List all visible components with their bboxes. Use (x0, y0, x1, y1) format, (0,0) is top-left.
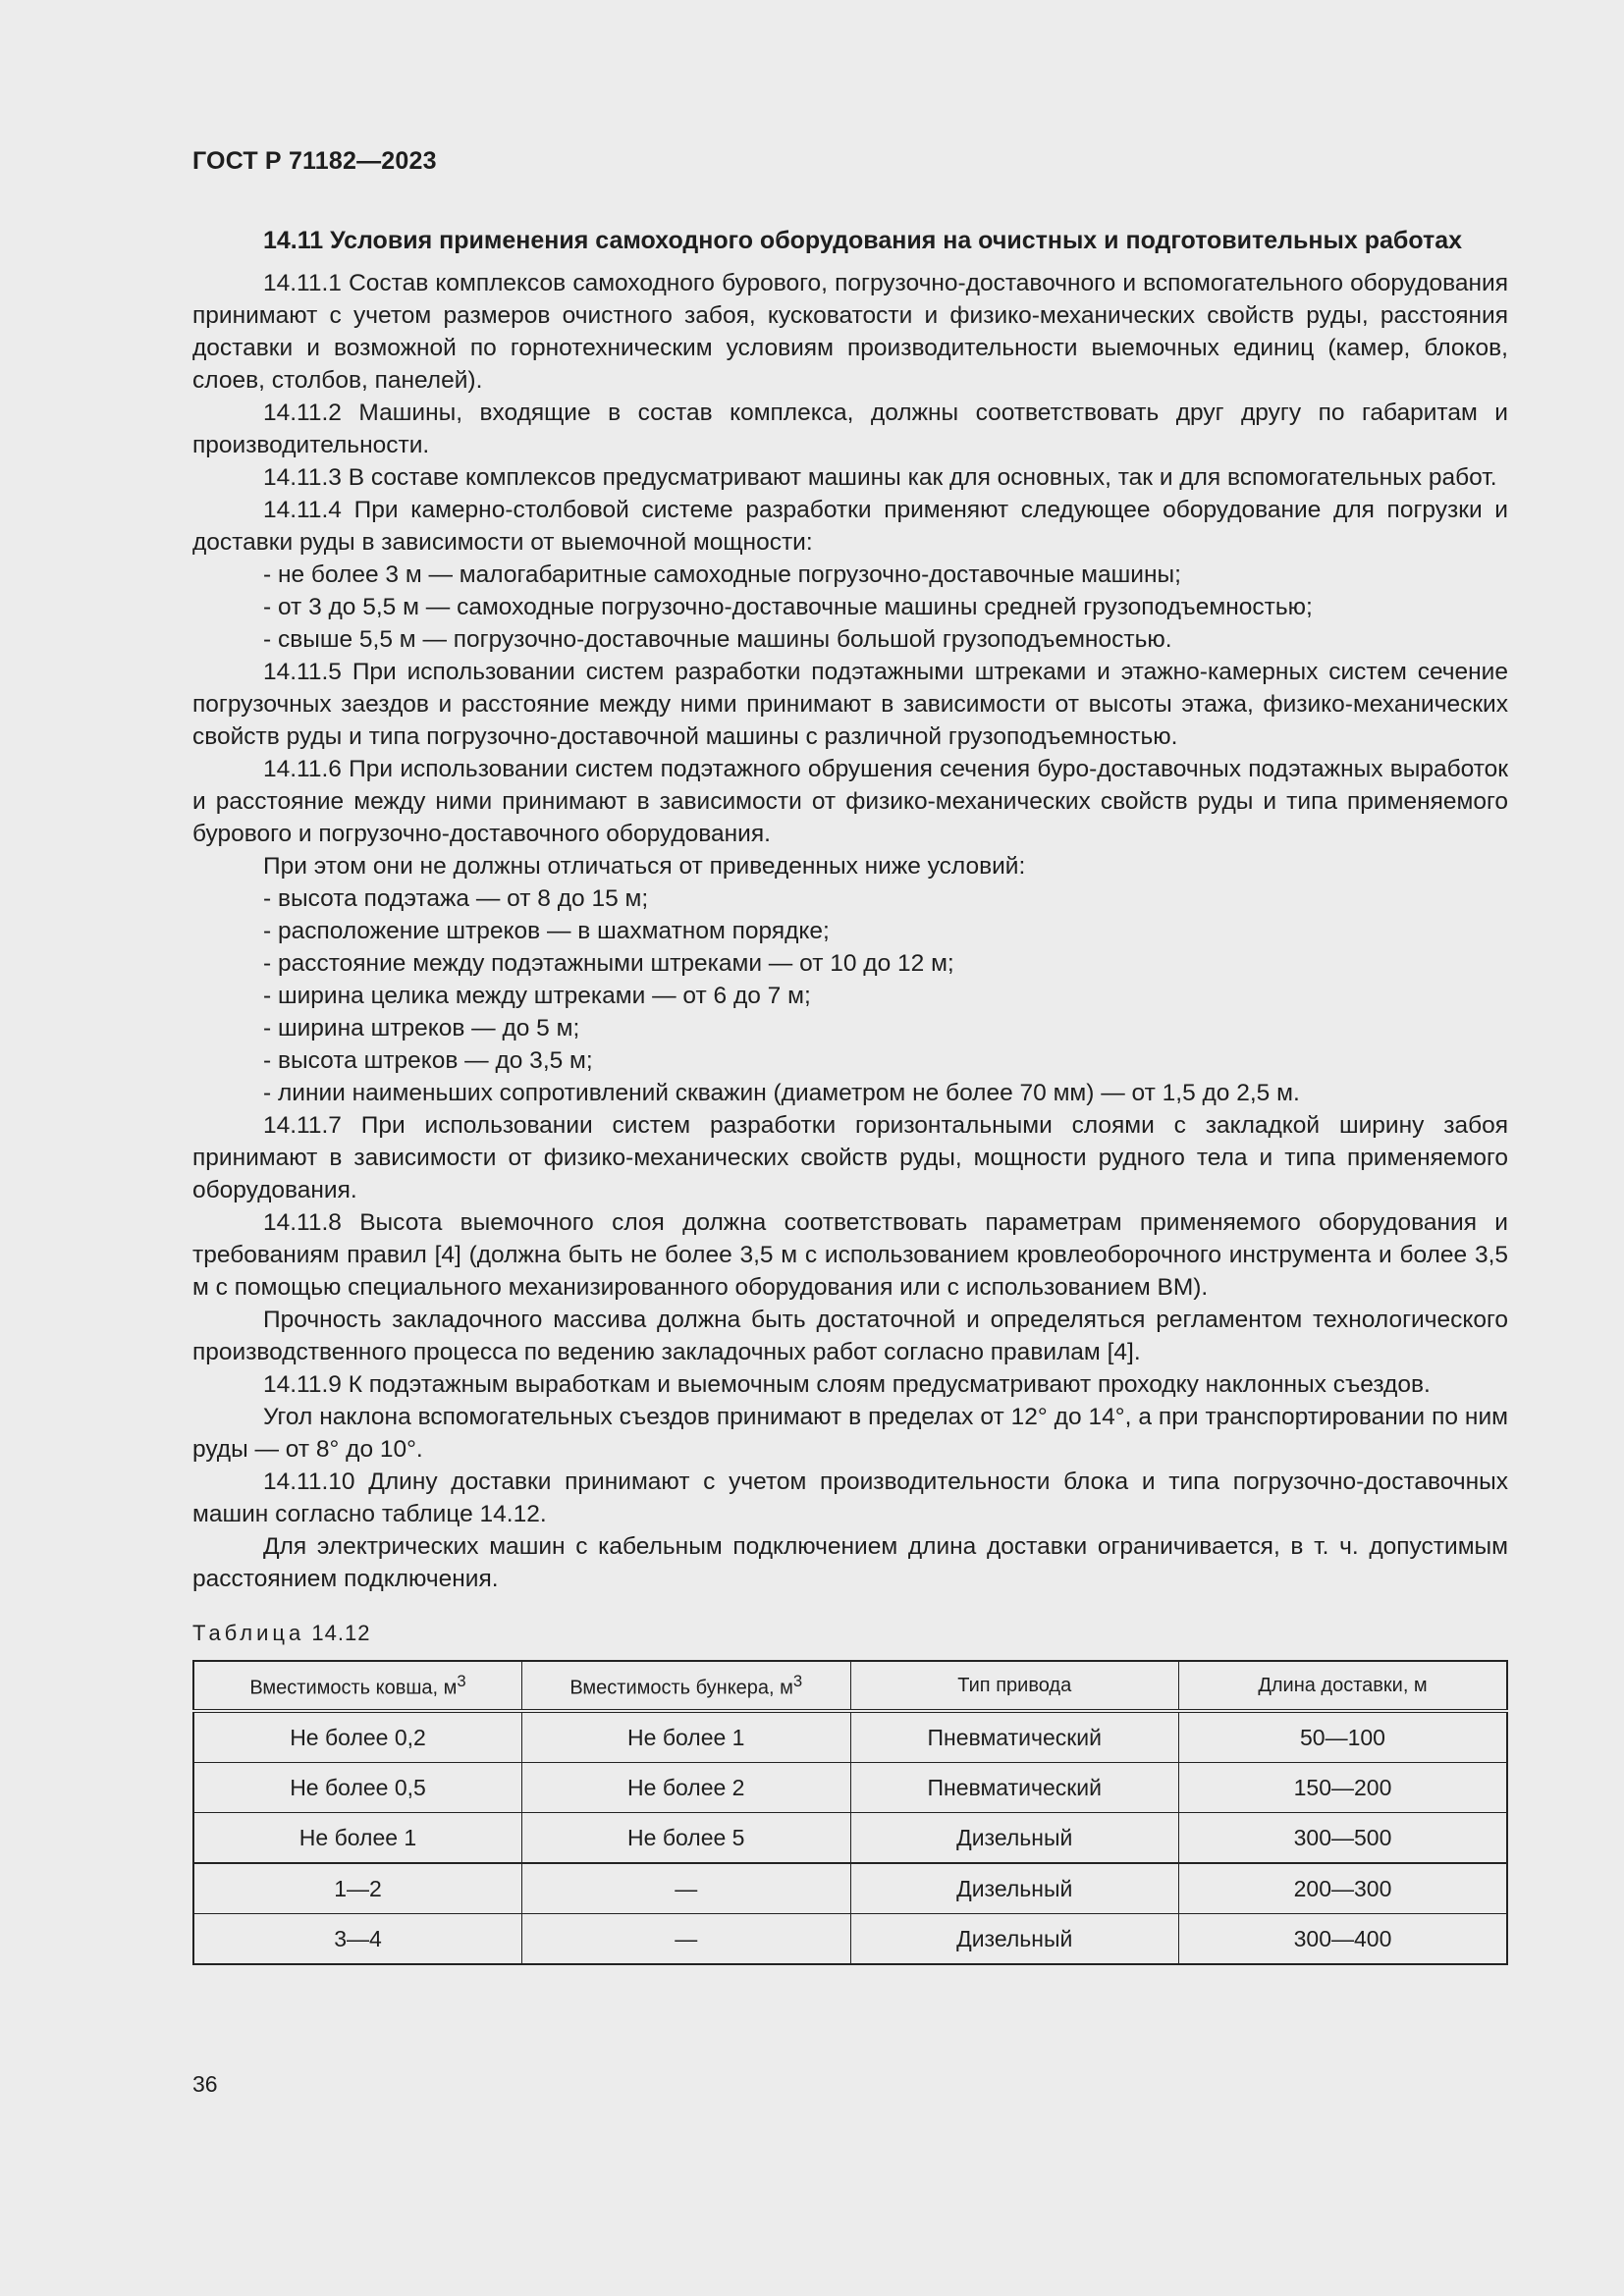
table-row (193, 1763, 1507, 1813)
paragraph: 14.11.1 Состав комплексов самоходного бурового, погрузочно-доставочного и вспомогательного оборудования принимают с учетом размеров очистного забоя, кусковатости и физико-механических свойств руды, расстояния доставки и возможной по горнотехническим условиям производительности выемочных единиц (камер, блоков, слоев, столбов, панелей). (192, 270, 1508, 394)
paragraph: 14.11.7 При использовании систем разработки горизонтальными слоями с закладкой ширину забоя принимают в зависимости от физико-механических свойств руды, мощности рудного тела и типа применяемого оборудования. (192, 1112, 1508, 1203)
list-item: - высота подэтажа — от 8 до 15 м; (263, 885, 649, 912)
table-cell: — (522, 1863, 851, 1914)
table-row (193, 1711, 1507, 1763)
table-cell: Дизельный (850, 1863, 1179, 1914)
section-title: 14.11 Условия применения самоходного оборудования на очистных и подготовительных работах (263, 227, 1463, 254)
table-cell: Не более 5 (522, 1813, 851, 1864)
table-cell: Пневматический (850, 1763, 1179, 1813)
paragraph: 14.11.6 При использовании систем подэтажного обрушения сечения буро-доставочных подэтажных выработок и расстояние между ними принимают в зависимости от физико-механических свойств руды и типа применяемого бурового и погрузочно-доставочного оборудования. (192, 756, 1508, 847)
header-drive-type: Тип привода (850, 1661, 1179, 1711)
table-cell: Не более 2 (522, 1763, 851, 1813)
table-cell: Дизельный (850, 1914, 1179, 1965)
table-cell: 300—500 (1179, 1813, 1508, 1864)
document-body (192, 224, 1508, 1965)
table-cell: 200—300 (1179, 1863, 1508, 1914)
delivery-table (192, 1660, 1508, 1965)
list-item: - ширина целика между штреками — от 6 до 7 м; (263, 983, 811, 1009)
table-caption (192, 1617, 1508, 1650)
table-cell: 3—4 (193, 1914, 522, 1965)
paragraph: 14.11.3 В составе комплексов предусматривают машины как для основных, так и для вспомогательных работ. (263, 464, 1497, 491)
paragraph-list (192, 267, 1508, 1595)
table-cell: Не более 0,2 (193, 1711, 522, 1763)
list-item: - высота штреков — до 3,5 м; (263, 1047, 593, 1074)
paragraph: 14.11.10 Длину доставки принимают с учетом производительности блока и типа погрузочно-доставочных машин согласно таблице 14.12. (192, 1468, 1508, 1527)
list-item: - свыше 5,5 м — погрузочно-доставочные машины большой грузоподъемностью. (263, 626, 1172, 653)
paragraph: 14.11.5 При использовании систем разработки подэтажными штреками и этажно-камерных систем сечение погрузочных заездов и расстояние между ними принимают в зависимости от высоты этажа, физико-механических свойств руды и типа погрузочно-доставочной машины с различной грузоподъемностью. (192, 659, 1508, 750)
table-caption-word: Таблица (192, 1621, 305, 1645)
paragraph: Для электрических машин с кабельным подключением длина доставки ограничивается, в т. ч. допустимым расстоянием подключения. (192, 1533, 1508, 1592)
header-delivery-length: Длина доставки, м (1179, 1661, 1508, 1711)
paragraph: Прочность закладочного массива должна быть достаточной и определяться регламентом технологического производственного процесса по ведению закладочных работ согласно правилам [4]. (192, 1307, 1508, 1365)
paragraph: 14.11.9 К подэтажным выработкам и выемочным слоям предусматривают проходку наклонных съездов. (263, 1371, 1431, 1398)
list-item: - расположение штреков — в шахматном порядке; (263, 918, 830, 944)
list-item: - от 3 до 5,5 м — самоходные погрузочно-доставочные машины средней грузоподъемностью; (263, 594, 1313, 620)
list-item: - не более 3 м — малогабаритные самоходные погрузочно-доставочные машины; (263, 561, 1181, 588)
table-cell: Пневматический (850, 1711, 1179, 1763)
table-cell: 300—400 (1179, 1914, 1508, 1965)
list-item: - расстояние между подэтажными штреками — от 10 до 12 м; (263, 950, 954, 977)
table-cell: Не более 1 (193, 1813, 522, 1864)
paragraph: 14.11.8 Высота выемочного слоя должна соответствовать параметрам применяемого оборудования и требованиям правил [4] (должна быть не более 3,5 м с использованием кровлеоборочного инструмента и более 3,5 м с помощью специального механизированного оборудования или с использованием ВМ). (192, 1209, 1508, 1301)
paragraph: 14.11.4 При камерно-столбовой системе разработки применяют следующее оборудование для погрузки и доставки руды в зависимости от выемочной мощности: (192, 497, 1508, 556)
paragraph: При этом они не должны отличаться от приведенных ниже условий: (263, 853, 1026, 880)
table-cell: Не более 1 (522, 1711, 851, 1763)
table-cell: 1—2 (193, 1863, 522, 1914)
header-bucket-capacity: Вместимость ковша, $м^3$ (193, 1661, 522, 1711)
table-cell: 150—200 (1179, 1763, 1508, 1813)
table-cell: — (522, 1914, 851, 1965)
paragraph: 14.11.2 Машины, входящие в состав комплекса, должны соответствовать друг другу по габаритам и производительности. (192, 400, 1508, 458)
document-header: ГОСТ Р 71182—2023 (192, 147, 437, 175)
list-item: - ширина штреков — до 5 м; (263, 1015, 580, 1041)
table-caption-number: 14.12 (311, 1621, 371, 1645)
page-number: 36 (192, 2071, 218, 2097)
table-header-row (193, 1661, 1507, 1711)
list-item: - линии наименьших сопротивлений скважин (диаметром не более 70 мм) — от 1,5 до 2,5 м. (263, 1080, 1300, 1106)
table-row (193, 1863, 1507, 1914)
paragraph: Угол наклона вспомогательных съездов принимают в пределах от 12° до 14°, а при транспортировании по ним руды — от 8° до 10°. (192, 1404, 1508, 1463)
table-row (193, 1914, 1507, 1965)
table-cell: Дизельный (850, 1813, 1179, 1864)
header-bunker-capacity: Вместимость бункера, $м^3$ (522, 1661, 851, 1711)
table-row (193, 1813, 1507, 1864)
table-cell: 50—100 (1179, 1711, 1508, 1763)
table-cell: Не более 0,5 (193, 1763, 522, 1813)
